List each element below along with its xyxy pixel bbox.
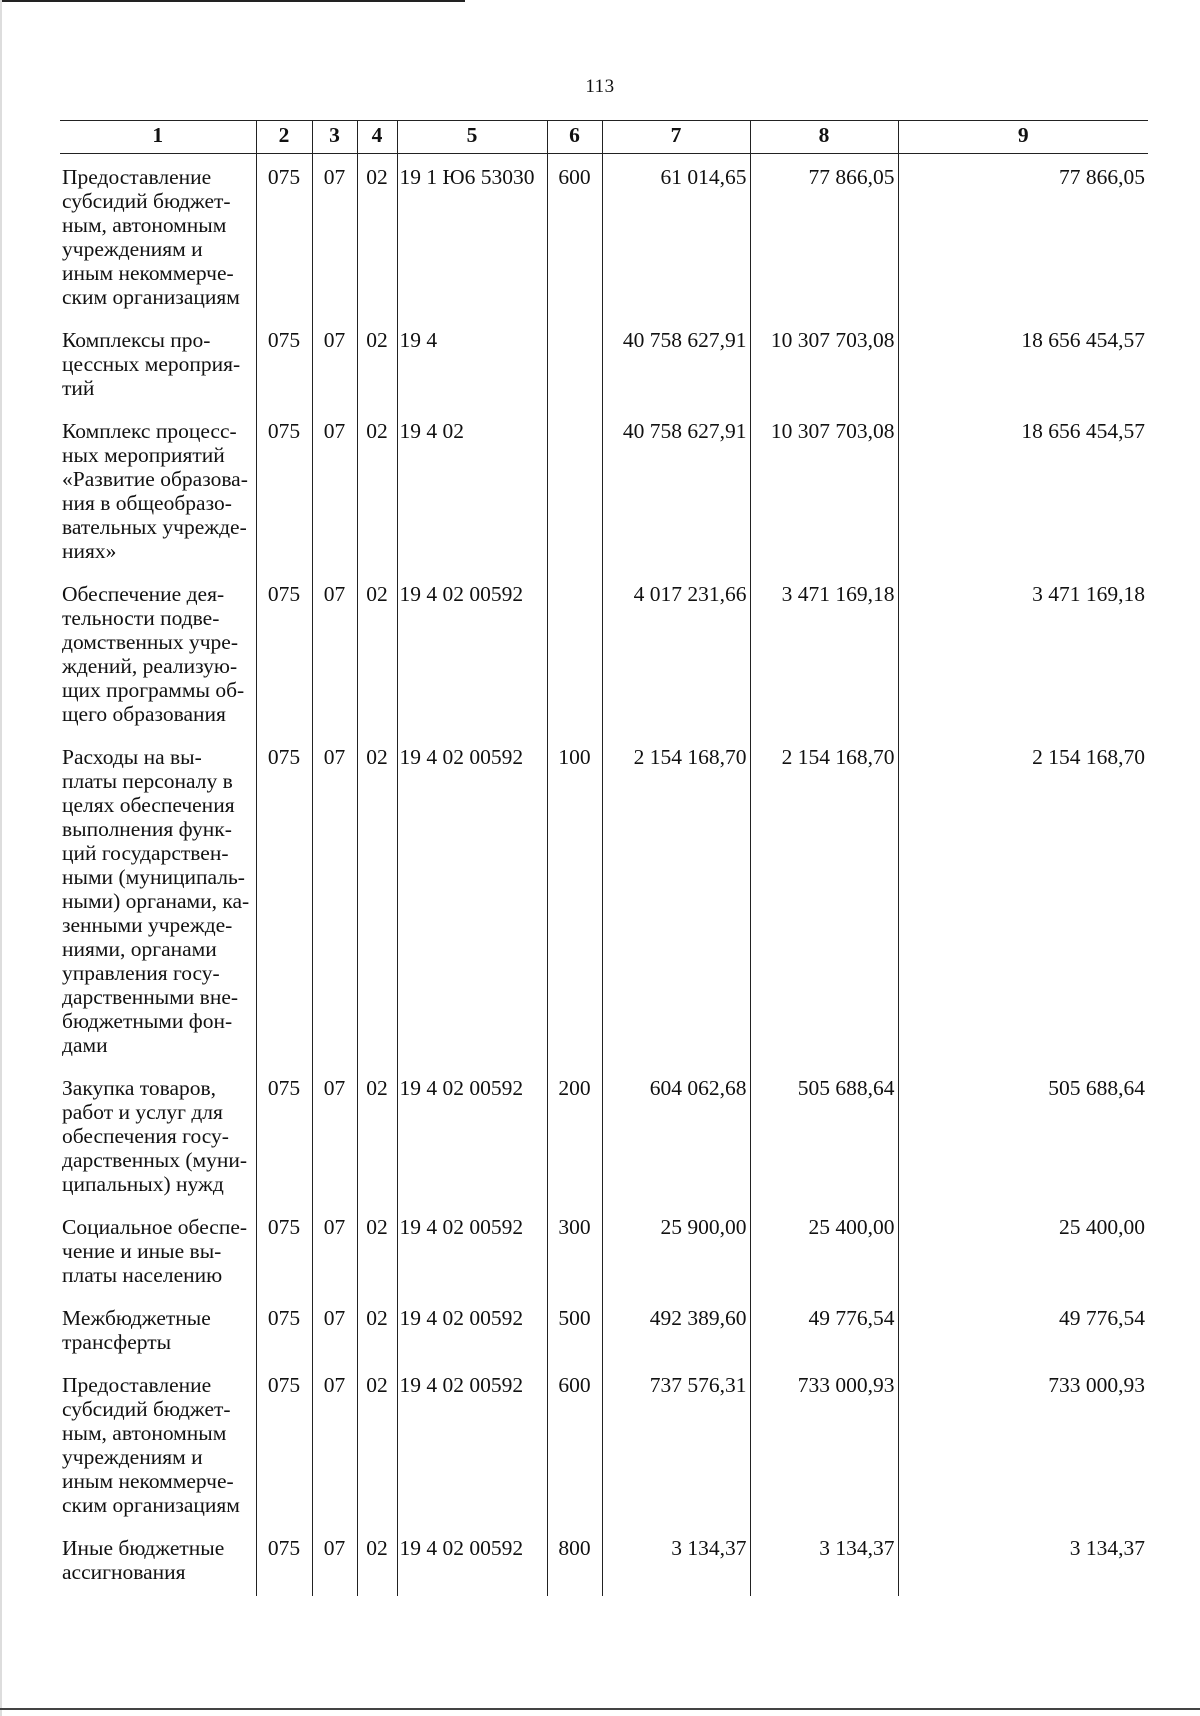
- page-number: 113: [585, 76, 615, 97]
- row-name-line: ным, автономным: [62, 213, 227, 237]
- target-article-code: 19 4 02 00592: [397, 1525, 547, 1596]
- budget-table: [60, 120, 1148, 1596]
- budget-admin-code: 075: [256, 1204, 312, 1295]
- header-cell: 3: [312, 121, 357, 154]
- budget-admin-code: 075: [256, 734, 312, 1065]
- amount-col8: 77 866,05: [750, 154, 898, 318]
- row-name-line: иным некоммерче-: [62, 261, 234, 285]
- expense-type-code: 200: [547, 1065, 602, 1204]
- amount-col9: 505 688,64: [898, 1065, 1148, 1204]
- amount-col9: 25 400,00: [898, 1204, 1148, 1295]
- budget-admin-code: 075: [256, 1065, 312, 1204]
- expense-type-code: [547, 317, 602, 408]
- subsection-code: 02: [357, 317, 397, 408]
- amount-col8: 3 134,37: [750, 1525, 898, 1596]
- table-row: [60, 1065, 1148, 1204]
- amount-col9: 18 656 454,57: [898, 317, 1148, 408]
- amount-col7: 40 758 627,91: [602, 317, 750, 408]
- section-code: 07: [312, 1525, 357, 1596]
- top-rule: [0, 0, 465, 2]
- amount-col9: 733 000,93: [898, 1362, 1148, 1525]
- expense-type-code: [547, 571, 602, 734]
- budget-admin-code: 075: [256, 571, 312, 734]
- row-name-line: ными (муниципаль-: [62, 865, 245, 889]
- header-cell: 2: [256, 121, 312, 154]
- section-code: 07: [312, 571, 357, 734]
- row-name-line: выполнения функ-: [62, 817, 232, 841]
- section-code: 07: [312, 317, 357, 408]
- row-name-line: тий: [62, 376, 95, 400]
- amount-col7: 492 389,60: [602, 1295, 750, 1362]
- expense-type-code: 500: [547, 1295, 602, 1362]
- table-row: [60, 154, 1148, 318]
- expense-type-code: 300: [547, 1204, 602, 1295]
- header-cell: 5: [397, 121, 547, 154]
- row-name-line: платы населению: [62, 1263, 223, 1287]
- header-cell: 7: [602, 121, 750, 154]
- row-name-line: домственных учре-: [62, 630, 238, 654]
- subsection-code: 02: [357, 154, 397, 318]
- table-row: [60, 1525, 1148, 1596]
- row-name-line: учреждениям и: [62, 1445, 203, 1469]
- budget-admin-code: 075: [256, 1362, 312, 1525]
- amount-col7: 2 154 168,70: [602, 734, 750, 1065]
- amount-col8: 10 307 703,08: [750, 408, 898, 571]
- row-name-cell: [60, 1362, 256, 1525]
- row-name-line: обеспечения госу-: [62, 1124, 229, 1148]
- header-cell: 4: [357, 121, 397, 154]
- amount-col9: 3 471 169,18: [898, 571, 1148, 734]
- expense-type-code: 600: [547, 1362, 602, 1525]
- row-name-line: цессных мероприя-: [62, 352, 241, 376]
- row-name-line: ных мероприятий: [62, 443, 225, 467]
- row-name-line: щих программы об-: [62, 678, 245, 702]
- amount-col9: 77 866,05: [898, 154, 1148, 318]
- row-name-line: зенными учрежде-: [62, 913, 233, 937]
- amount-col7: 737 576,31: [602, 1362, 750, 1525]
- expense-type-code: 800: [547, 1525, 602, 1596]
- amount-col7: 604 062,68: [602, 1065, 750, 1204]
- header-cell: 9: [898, 121, 1148, 154]
- section-code: 07: [312, 1362, 357, 1525]
- row-name-cell: [60, 734, 256, 1065]
- subsection-code: 02: [357, 1204, 397, 1295]
- bottom-rule: [0, 1708, 1200, 1710]
- row-name-line: иным некоммерче-: [62, 1469, 234, 1493]
- target-article-code: 19 4 02 00592: [397, 1065, 547, 1204]
- row-name-line: Межбюджетные: [62, 1306, 211, 1330]
- header-cell: 6: [547, 121, 602, 154]
- row-name-line: Предоставление: [62, 165, 212, 189]
- row-name-line: ным, автономным: [62, 1421, 227, 1445]
- table-row: [60, 571, 1148, 734]
- row-name-line: чение и иные вы-: [62, 1239, 222, 1263]
- row-name-line: Комплекс процесс-: [62, 419, 237, 443]
- amount-col9: 3 134,37: [898, 1525, 1148, 1596]
- row-name-line: целях обеспечения: [62, 793, 235, 817]
- target-article-code: 19 4 02 00592: [397, 1362, 547, 1525]
- row-name-line: ниями, органами: [62, 937, 217, 961]
- target-article-code: 19 4: [397, 317, 547, 408]
- row-name-line: «Развитие образова-: [62, 467, 248, 491]
- amount-col9: 49 776,54: [898, 1295, 1148, 1362]
- section-code: 07: [312, 1065, 357, 1204]
- target-article-code: 19 4 02 00592: [397, 734, 547, 1065]
- amount-col8: 505 688,64: [750, 1065, 898, 1204]
- budget-admin-code: 075: [256, 154, 312, 318]
- subsection-code: 02: [357, 571, 397, 734]
- budget-admin-code: 075: [256, 317, 312, 408]
- row-name-line: ния в общеобразо-: [62, 491, 232, 515]
- amount-col9: 18 656 454,57: [898, 408, 1148, 571]
- subsection-code: 02: [357, 1525, 397, 1596]
- amount-col7: 3 134,37: [602, 1525, 750, 1596]
- target-article-code: 19 4 02 00592: [397, 571, 547, 734]
- amount-col7: 61 014,65: [602, 154, 750, 318]
- row-name-line: ассигнования: [62, 1560, 186, 1584]
- section-code: 07: [312, 1295, 357, 1362]
- row-name-line: вательных учрежде-: [62, 515, 247, 539]
- row-name-line: ниях»: [62, 539, 117, 563]
- amount-col8: 2 154 168,70: [750, 734, 898, 1065]
- target-article-code: 19 4 02 00592: [397, 1204, 547, 1295]
- row-name-cell: [60, 408, 256, 571]
- row-name-cell: [60, 154, 256, 318]
- row-name-line: ципальных) нужд: [62, 1172, 224, 1196]
- row-name-line: щего образования: [62, 702, 226, 726]
- subsection-code: 02: [357, 1065, 397, 1204]
- subsection-code: 02: [357, 1295, 397, 1362]
- budget-admin-code: 075: [256, 1295, 312, 1362]
- target-article-code: 19 4 02: [397, 408, 547, 571]
- section-code: 07: [312, 408, 357, 571]
- amount-col8: 25 400,00: [750, 1204, 898, 1295]
- target-article-code: 19 4 02 00592: [397, 1295, 547, 1362]
- row-name-cell: [60, 1065, 256, 1204]
- table-row: [60, 408, 1148, 571]
- row-name-line: дами: [62, 1033, 108, 1057]
- row-name-line: ций государствен-: [62, 841, 229, 865]
- amount-col8: 49 776,54: [750, 1295, 898, 1362]
- row-name-line: ским организациям: [62, 1493, 240, 1517]
- left-edge: [0, 0, 2, 1716]
- row-name-line: управления госу-: [62, 961, 220, 985]
- table-row: [60, 1204, 1148, 1295]
- table-row: [60, 734, 1148, 1065]
- subsection-code: 02: [357, 734, 397, 1065]
- table-row: [60, 1362, 1148, 1525]
- row-name-line: Обеспечение дея-: [62, 582, 225, 606]
- row-name-line: Комплексы про-: [62, 328, 211, 352]
- row-name-line: Закупка товаров,: [62, 1076, 217, 1100]
- row-name-line: работ и услуг для: [62, 1100, 223, 1124]
- row-name-line: субсидий бюджет-: [62, 1397, 231, 1421]
- row-name-line: субсидий бюджет-: [62, 189, 231, 213]
- row-name-line: трансферты: [62, 1330, 172, 1354]
- row-name-line: Иные бюджетные: [62, 1536, 225, 1560]
- row-name-cell: [60, 1295, 256, 1362]
- table-row: [60, 1295, 1148, 1362]
- expense-type-code: 600: [547, 154, 602, 318]
- target-article-code: 19 1 Ю6 53030: [397, 154, 547, 318]
- section-code: 07: [312, 154, 357, 318]
- row-name-line: дарственных (муни-: [62, 1148, 248, 1172]
- row-name-line: Предоставление: [62, 1373, 212, 1397]
- row-name-cell: [60, 317, 256, 408]
- amount-col7: 4 017 231,66: [602, 571, 750, 734]
- row-name-line: Расходы на вы-: [62, 745, 202, 769]
- row-name-line: ским организациям: [62, 285, 240, 309]
- amount-col9: 2 154 168,70: [898, 734, 1148, 1065]
- header-row: [60, 121, 1148, 154]
- row-name-cell: [60, 1525, 256, 1596]
- table-body: [60, 154, 1148, 1597]
- row-name-line: дарственными вне-: [62, 985, 239, 1009]
- budget-admin-code: 075: [256, 1525, 312, 1596]
- row-name-line: ными) органами, ка-: [62, 889, 250, 913]
- header-cell: 8: [750, 121, 898, 154]
- row-name-line: учреждениям и: [62, 237, 203, 261]
- amount-col7: 40 758 627,91: [602, 408, 750, 571]
- section-code: 07: [312, 1204, 357, 1295]
- section-code: 07: [312, 734, 357, 1065]
- header-cell: 1: [60, 121, 256, 154]
- row-name-cell: [60, 1204, 256, 1295]
- row-name-line: бюджетными фон-: [62, 1009, 233, 1033]
- row-name-line: ждений, реализую-: [62, 654, 238, 678]
- expense-type-code: 100: [547, 734, 602, 1065]
- amount-col8: 733 000,93: [750, 1362, 898, 1525]
- row-name-line: Социальное обеспе-: [62, 1215, 248, 1239]
- amount-col7: 25 900,00: [602, 1204, 750, 1295]
- budget-admin-code: 075: [256, 408, 312, 571]
- row-name-line: платы персоналу в: [62, 769, 233, 793]
- row-name-cell: [60, 571, 256, 734]
- amount-col8: 3 471 169,18: [750, 571, 898, 734]
- amount-col8: 10 307 703,08: [750, 317, 898, 408]
- expense-type-code: [547, 408, 602, 571]
- table-row: [60, 317, 1148, 408]
- row-name-line: тельности подве-: [62, 606, 220, 630]
- subsection-code: 02: [357, 1362, 397, 1525]
- subsection-code: 02: [357, 408, 397, 571]
